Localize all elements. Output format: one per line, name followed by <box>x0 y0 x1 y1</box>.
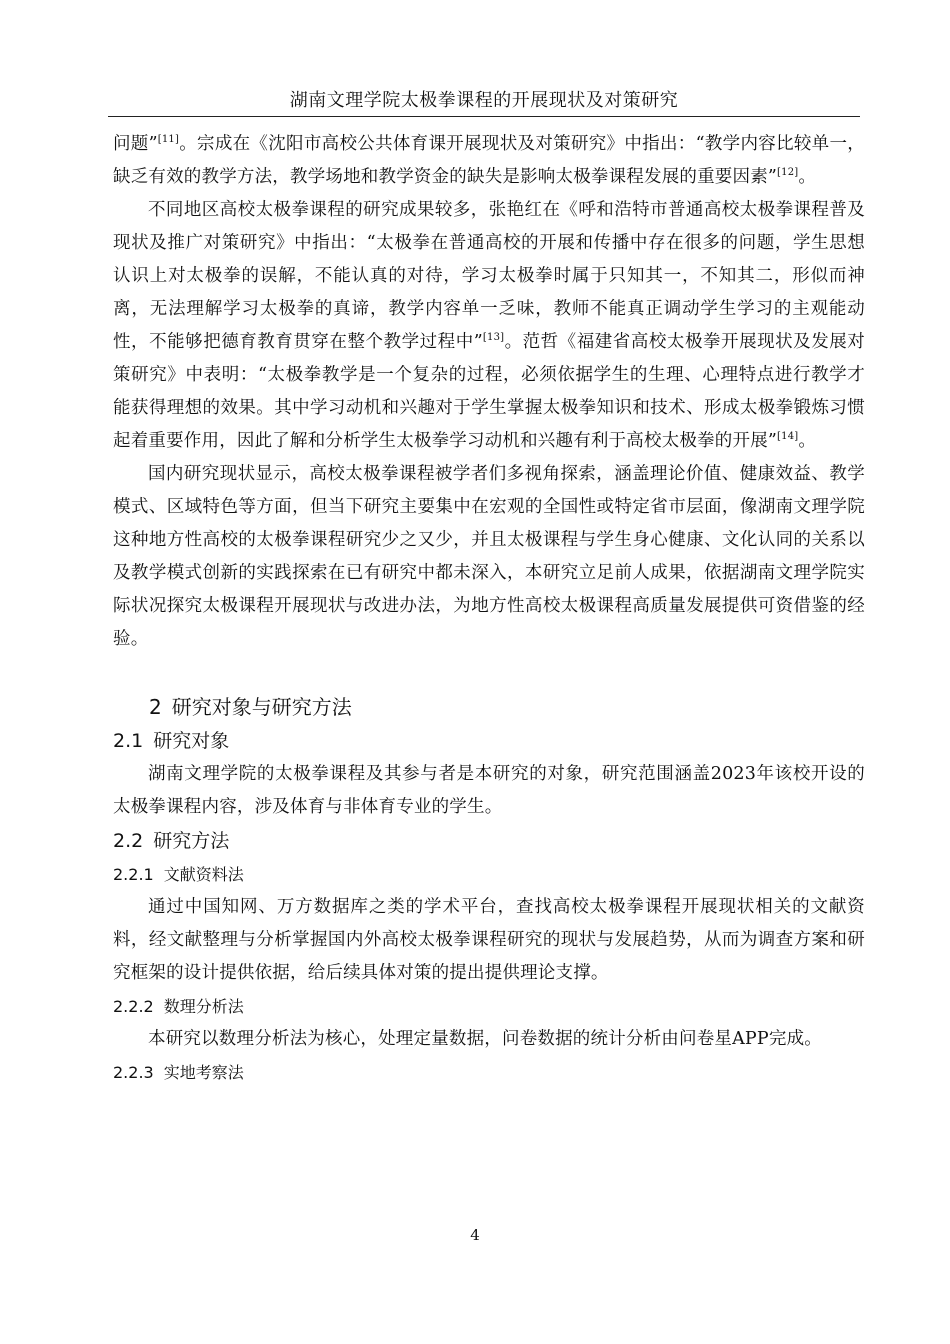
paragraph-1-text-b: 。宗成在《沈阳市高校公共体育课开展现状及对策研究》中指出：“教学内容比较单一，缺乏有效的教学方法，教学场地和教学资金的缺失是影响太极拳课程发展的重要因素” <box>113 134 865 187</box>
citation-11: [11] <box>157 134 180 145</box>
page-body <box>113 128 865 1089</box>
section-title: 文献资料法 <box>163 865 244 884</box>
section-2-2-1-body: 通过中国知网、万方数据库之类的学术平台，查找高校太极拳课程开展现状相关的文献资料，经文献整理与分析掌握国内外高校太极拳课程研究的现状与发展趋势，从而为调查方案和研究框架的设计提供依据，给后续具体对策的提出提供理论支撑。 <box>113 897 865 983</box>
citation-13: [13] <box>482 332 505 343</box>
section-heading-2-2-1 <box>113 858 865 891</box>
paragraph-1-text-a: 问题” <box>113 134 158 154</box>
section-heading-2 <box>149 690 865 724</box>
section-number: 2.2.2 <box>113 997 154 1016</box>
section-title: 实地考察法 <box>163 1063 244 1082</box>
section-number: 2 <box>149 695 162 719</box>
paragraph-1 <box>113 128 865 194</box>
section-title: 研究方法 <box>153 830 230 852</box>
section-2-1-body: 湖南文理学院的太极拳课程及其参与者是本研究的对象，研究范围涵盖2023年该校开设的太极拳课程内容，涉及体育与非体育专业的学生。 <box>113 764 865 817</box>
paragraph-3: 国内研究现状显示，高校太极拳课程被学者们多视角探索，涵盖理论价值、健康效益、教学模式、区域特色等方面，但当下研究主要集中在宏观的全国性或特定省市层面，像湖南文理学院这种地方性高校的太极拳课程研究少之又少，并且太极课程与学生身心健康、文化认同的关系以及教学模式创新的实践探索在已有研究中都未深入，本研究立足前人成果，依据湖南文理学院实际状况探究太极课程开展现状与改进办法，为地方性高校太极课程高质量发展提供可资借鉴的经验。 <box>113 464 865 649</box>
section-heading-2-2-2 <box>113 990 865 1023</box>
section-title: 研究对象与研究方法 <box>171 695 352 719</box>
section-number: 2.2.1 <box>113 865 154 884</box>
paragraph-2-text-c: 。 <box>798 431 817 451</box>
paragraph-1-text-c: 。 <box>798 167 817 187</box>
section-number: 2.1 <box>113 730 144 752</box>
section-heading-2-1 <box>113 724 865 758</box>
page-header <box>108 86 860 117</box>
section-heading-2-2-3 <box>113 1056 865 1089</box>
section-heading-2-2 <box>113 824 865 858</box>
section-title: 数理分析法 <box>163 997 244 1016</box>
header-title: 湖南文理学院太极拳课程的开展现状及对策研究 <box>289 90 679 111</box>
paragraph-2 <box>113 194 865 458</box>
citation-14: [14] <box>777 431 799 442</box>
paragraph-2-text-a: 不同地区高校太极拳课程的研究成果较多，张艳红在《呼和浩特市普通高校太极拳课程普及现状及推广对策研究》中指出：“太极拳在普通高校的开展和传播中存在很多的问题，学生思想认识上对太极拳的误解，不能认真的对待，学习太极拳时属于只知其一，不知其二，形似而神离，无法理解学习太极拳的真谛，教学内容单一乏味，教师不能真正调动学生学习的主观能动性，不能够把德育教育贯穿在整个教学过程中” <box>113 200 865 352</box>
section-2-2-2-body: 本研究以数理分析法为核心，处理定量数据，问卷数据的统计分析由问卷星APP完成。 <box>148 1029 822 1049</box>
paragraph-2-text-b: 。范哲《福建省高校太极拳开展现状及发展对策研究》中表明：“太极拳教学是一个复杂的过程，必须依据学生的生理、心理特点进行教学才能获得理想的效果。其中学习动机和兴趣对于学生掌握太极拳知识和技术、形成太极拳锻炼习惯起着重要作用，因此了解和分析学生太极拳学习动机和兴趣有利于高校太极拳的开展” <box>113 332 865 451</box>
section-title: 研究对象 <box>153 730 230 752</box>
citation-12: [12] <box>777 167 799 178</box>
section-number: 2.2.3 <box>113 1063 154 1082</box>
page-number: 4 <box>470 1226 480 1244</box>
section-number: 2.2 <box>113 830 144 852</box>
